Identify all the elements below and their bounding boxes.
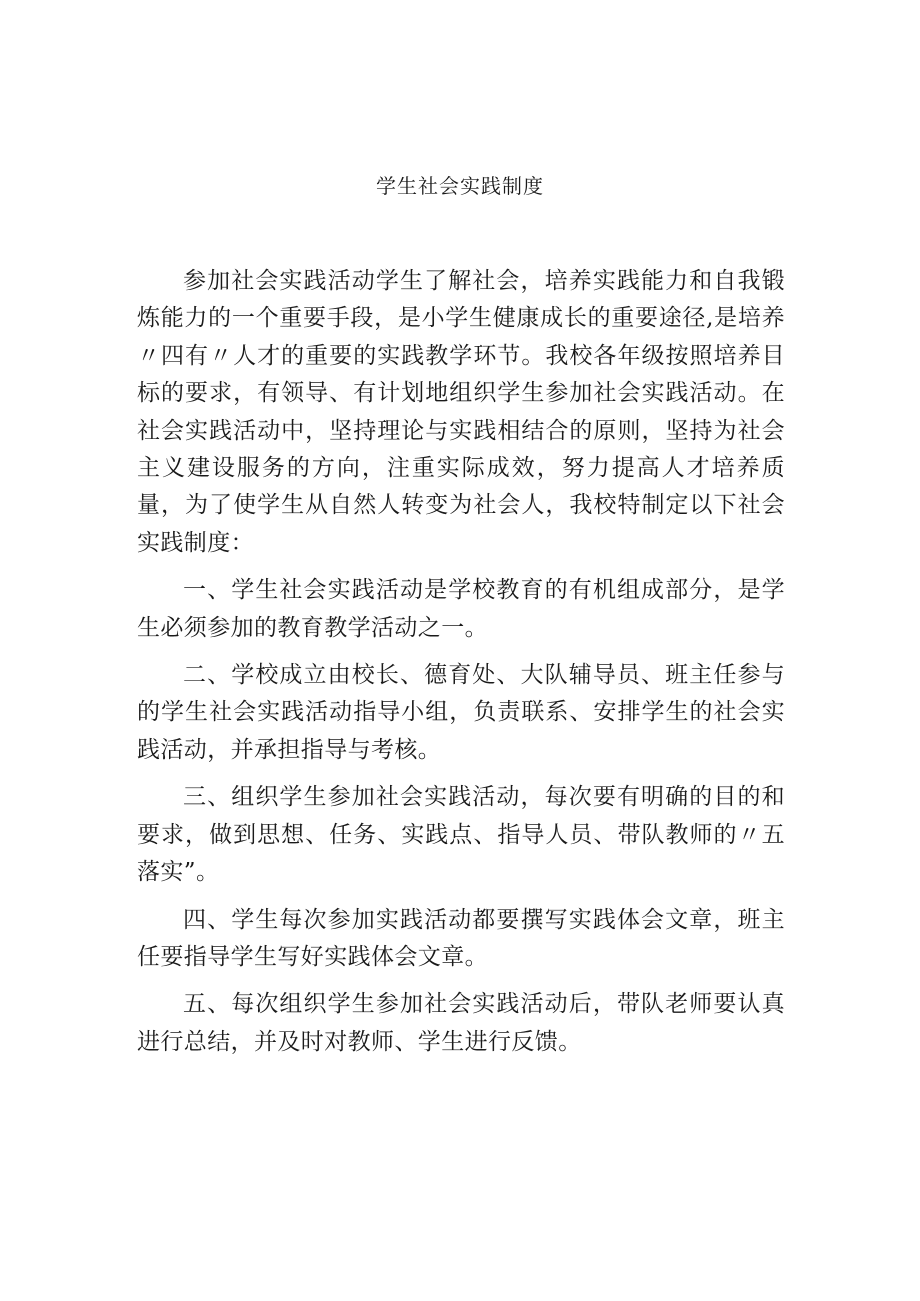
rule-4-paragraph: 四、学生每次参加实践活动都要撰写实践体会文章，班主任要指导学生写好实践体会文章。 xyxy=(137,906,785,970)
rule-2-paragraph: 二、学校成立由校长、德育处、大队辅导员、班主任参与的学生社会实践活动指导小组，负责联系、安排学生的社会实践活动，并承担指导与考核。 xyxy=(137,662,785,763)
rule-5-paragraph: 五、每次组织学生参加社会实践活动后，带队老师要认真进行总结，并及时对教师、学生进行反馈。 xyxy=(137,991,785,1055)
document-body xyxy=(137,263,785,1061)
intro-paragraph: 参加社会实践活动学生了解社会，培养实践能力和自我锻炼能力的一个重要手段，是小学生健康成长的重要途径,是培养〃四有〃人才的重要的实践教学环节。我校各年级按照培养目标的要求，有领导、有计划地组织学生参加社会实践活动。在社会实践活动中，坚持理论与实践相结合的原则，坚持为社会主义建设服务的方向，注重实际成效，努力提高人才培养质量，为了使学生从自然人转变为社会人，我校特制定以下社会实践制度： xyxy=(137,268,785,556)
rule-3-paragraph: 三、组织学生参加社会实践活动，每次要有明确的目的和要求，做到思想、任务、实践点、指导人员、带队教师的〃五落实”。 xyxy=(137,784,785,886)
rule-1-paragraph: 一、学生社会实践活动是学校教育的有机组成部分，是学生必须参加的教育教学活动之一。 xyxy=(137,577,785,641)
document-title: 学生社会实践制度 xyxy=(376,174,544,198)
